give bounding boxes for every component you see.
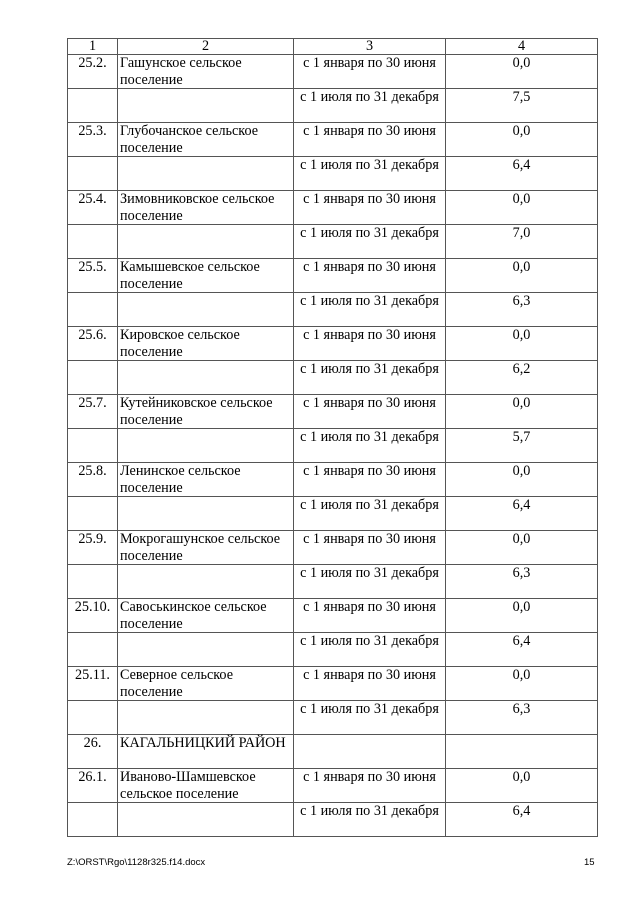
period-cell: с 1 января по 30 июня xyxy=(294,463,446,497)
settlement-name: Камышевское сельское поселение xyxy=(118,259,294,293)
row-number: 25.2. xyxy=(68,55,118,89)
table-row xyxy=(68,667,598,701)
table-header-row xyxy=(68,39,598,55)
table-row xyxy=(68,599,598,633)
settlement-name xyxy=(118,89,294,123)
header-col-4: 4 xyxy=(446,39,598,55)
footer-file-path: Z:\ORST\Rgo\1128r325.f14.docx xyxy=(67,857,206,868)
row-number xyxy=(68,293,118,327)
row-number: 26.1. xyxy=(68,769,118,803)
table-row xyxy=(68,803,598,837)
period-cell: с 1 января по 30 июня xyxy=(294,769,446,803)
period-cell: с 1 января по 30 июня xyxy=(294,259,446,293)
table-row xyxy=(68,361,598,395)
header-col-1: 1 xyxy=(68,39,118,55)
table-row xyxy=(68,735,598,769)
settlement-name: Ленинское сельское поселение xyxy=(118,463,294,497)
period-cell: с 1 июля по 31 декабря xyxy=(294,293,446,327)
row-number: 26. xyxy=(68,735,118,769)
row-number xyxy=(68,701,118,735)
table-row xyxy=(68,123,598,157)
row-number xyxy=(68,633,118,667)
rate-value: 6,3 xyxy=(446,565,598,599)
table-row xyxy=(68,769,598,803)
period-cell: с 1 июля по 31 декабря xyxy=(294,225,446,259)
table-row xyxy=(68,395,598,429)
rate-value: 0,0 xyxy=(446,531,598,565)
footer-page-number: 15 xyxy=(584,857,595,868)
settlement-name: Гашунское сельское поселение xyxy=(118,55,294,89)
period-cell: с 1 января по 30 июня xyxy=(294,395,446,429)
row-number: 25.9. xyxy=(68,531,118,565)
table-row xyxy=(68,55,598,89)
table-row xyxy=(68,701,598,735)
period-cell: с 1 января по 30 июня xyxy=(294,191,446,225)
rate-value: 0,0 xyxy=(446,259,598,293)
row-number xyxy=(68,429,118,463)
rate-value: 0,0 xyxy=(446,463,598,497)
rate-value: 6,4 xyxy=(446,803,598,837)
rate-value: 0,0 xyxy=(446,327,598,361)
rate-value: 7,0 xyxy=(446,225,598,259)
row-number: 25.6. xyxy=(68,327,118,361)
rate-value: 0,0 xyxy=(446,667,598,701)
rates-table xyxy=(67,38,598,837)
rate-value: 0,0 xyxy=(446,395,598,429)
period-cell: с 1 января по 30 июня xyxy=(294,123,446,157)
settlement-name: Кутейниковское сельское поселение xyxy=(118,395,294,429)
row-number: 25.8. xyxy=(68,463,118,497)
table-body xyxy=(68,39,598,837)
table-row xyxy=(68,531,598,565)
table-row xyxy=(68,327,598,361)
table-row xyxy=(68,191,598,225)
settlement-name: Кировское сельское поселение xyxy=(118,327,294,361)
period-cell: с 1 января по 30 июня xyxy=(294,327,446,361)
period-cell: с 1 января по 30 июня xyxy=(294,667,446,701)
row-number xyxy=(68,89,118,123)
row-number xyxy=(68,361,118,395)
period-cell: с 1 июля по 31 декабря xyxy=(294,497,446,531)
row-number xyxy=(68,157,118,191)
rate-value xyxy=(446,735,598,769)
period-cell: с 1 июля по 31 декабря xyxy=(294,361,446,395)
rate-value: 0,0 xyxy=(446,55,598,89)
table-row xyxy=(68,463,598,497)
period-cell xyxy=(294,735,446,769)
settlement-name xyxy=(118,225,294,259)
settlement-name xyxy=(118,565,294,599)
settlement-name: Савоськинское сельское поселение xyxy=(118,599,294,633)
settlement-name: Глубочанское сельское поселение xyxy=(118,123,294,157)
row-number: 25.5. xyxy=(68,259,118,293)
period-cell: с 1 января по 30 июня xyxy=(294,531,446,565)
rate-value: 7,5 xyxy=(446,89,598,123)
rate-value: 0,0 xyxy=(446,123,598,157)
settlement-name xyxy=(118,293,294,327)
row-number xyxy=(68,497,118,531)
settlement-name: КАГАЛЬНИЦКИЙ РАЙОН xyxy=(118,735,294,769)
period-cell: с 1 января по 30 июня xyxy=(294,55,446,89)
settlement-name xyxy=(118,429,294,463)
period-cell: с 1 июля по 31 декабря xyxy=(294,429,446,463)
rate-value: 5,7 xyxy=(446,429,598,463)
rate-value: 6,3 xyxy=(446,293,598,327)
row-number xyxy=(68,803,118,837)
rate-value: 0,0 xyxy=(446,769,598,803)
table-row xyxy=(68,429,598,463)
settlement-name xyxy=(118,803,294,837)
settlement-name xyxy=(118,361,294,395)
row-number: 25.7. xyxy=(68,395,118,429)
settlement-name xyxy=(118,701,294,735)
period-cell: с 1 июля по 31 декабря xyxy=(294,157,446,191)
header-col-2: 2 xyxy=(118,39,294,55)
period-cell: с 1 января по 30 июня xyxy=(294,599,446,633)
settlement-name: Иваново-Шамшевское сельское поселение xyxy=(118,769,294,803)
header-col-3: 3 xyxy=(294,39,446,55)
rate-value: 0,0 xyxy=(446,599,598,633)
period-cell: с 1 июля по 31 декабря xyxy=(294,633,446,667)
table-row xyxy=(68,565,598,599)
rate-value: 6,4 xyxy=(446,157,598,191)
settlement-name xyxy=(118,497,294,531)
row-number: 25.11. xyxy=(68,667,118,701)
settlement-name xyxy=(118,157,294,191)
period-cell: с 1 июля по 31 декабря xyxy=(294,565,446,599)
rate-value: 6,2 xyxy=(446,361,598,395)
table-row xyxy=(68,259,598,293)
settlement-name: Северное сельское поселение xyxy=(118,667,294,701)
rate-value: 6,4 xyxy=(446,497,598,531)
table-row xyxy=(68,157,598,191)
settlement-name xyxy=(118,633,294,667)
settlement-name: Мокрогашунское сельское поселение xyxy=(118,531,294,565)
row-number xyxy=(68,565,118,599)
table-row xyxy=(68,225,598,259)
period-cell: с 1 июля по 31 декабря xyxy=(294,803,446,837)
table-row xyxy=(68,633,598,667)
table-row xyxy=(68,293,598,327)
row-number: 25.10. xyxy=(68,599,118,633)
period-cell: с 1 июля по 31 декабря xyxy=(294,701,446,735)
rate-value: 6,3 xyxy=(446,701,598,735)
period-cell: с 1 июля по 31 декабря xyxy=(294,89,446,123)
rate-value: 0,0 xyxy=(446,191,598,225)
row-number xyxy=(68,225,118,259)
rate-value: 6,4 xyxy=(446,633,598,667)
table-row xyxy=(68,89,598,123)
row-number: 25.4. xyxy=(68,191,118,225)
settlement-name: Зимовниковское сельское поселение xyxy=(118,191,294,225)
table-row xyxy=(68,497,598,531)
row-number: 25.3. xyxy=(68,123,118,157)
